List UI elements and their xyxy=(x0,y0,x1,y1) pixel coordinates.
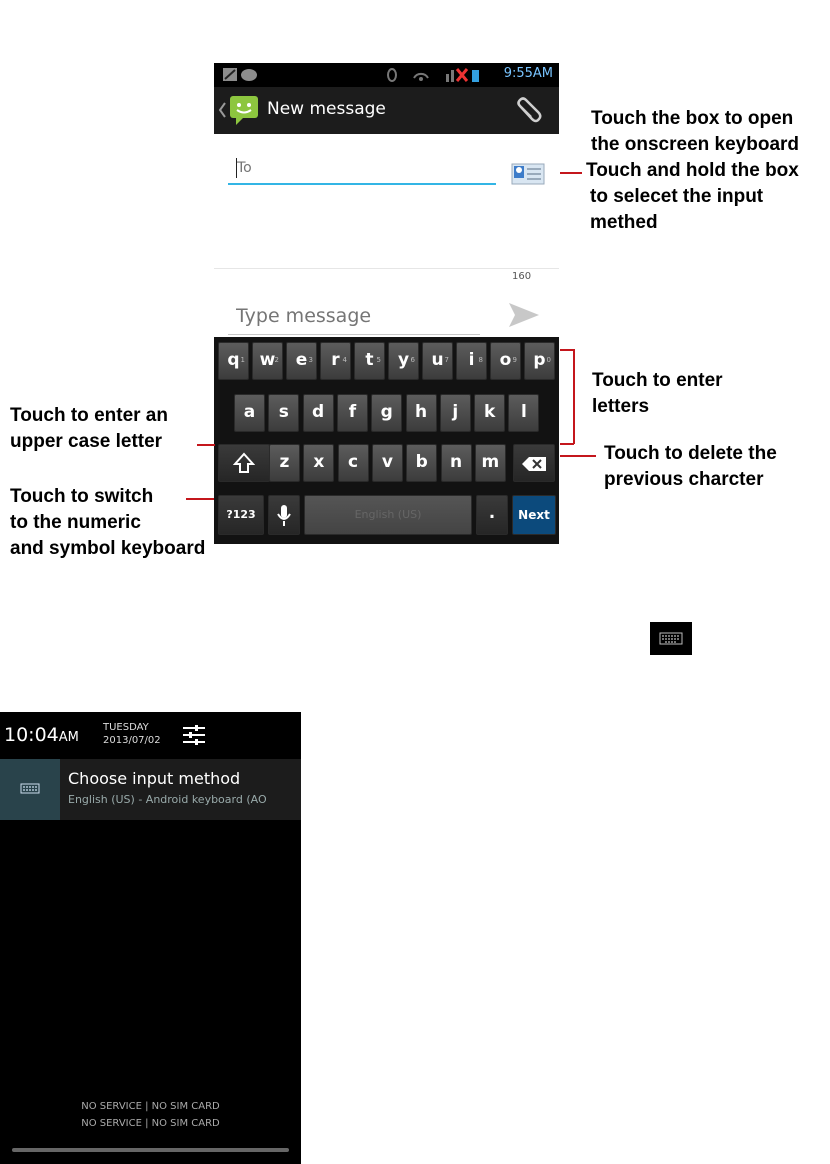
key-label: h xyxy=(414,402,428,422)
annotation-open-keyboard xyxy=(591,106,799,158)
key-label: a xyxy=(243,402,256,422)
symbols-key[interactable]: ?123 xyxy=(218,495,264,535)
key-g[interactable] xyxy=(371,394,402,432)
key-hint: 2 xyxy=(274,356,279,364)
key-label: w xyxy=(259,350,276,370)
key-hint: 7 xyxy=(444,356,449,364)
annotation-line: Touch to switch xyxy=(10,486,154,507)
annotation-line: upper case letter xyxy=(10,431,163,452)
key-k[interactable] xyxy=(474,394,505,432)
key-label: b xyxy=(415,452,428,472)
to-field[interactable] xyxy=(228,155,497,181)
key-hint: 6 xyxy=(410,356,415,364)
key-f[interactable] xyxy=(337,394,368,432)
status-bar xyxy=(214,63,559,87)
key-label: t xyxy=(365,350,374,370)
notification-icons xyxy=(222,67,260,83)
key-hint: 5 xyxy=(376,356,381,364)
annotation-line: previous charcter xyxy=(604,469,764,490)
space-key[interactable]: English (US) xyxy=(304,495,472,535)
divider xyxy=(214,268,559,269)
key-label: k xyxy=(483,402,496,422)
key-label: x xyxy=(313,452,325,472)
text-cursor xyxy=(236,158,237,178)
action-bar xyxy=(214,87,559,134)
key-label: o xyxy=(499,350,512,370)
key-hint: 4 xyxy=(342,356,347,364)
next-key[interactable]: Next xyxy=(512,495,556,535)
callout-line xyxy=(560,443,574,445)
key-label: i xyxy=(468,350,475,370)
callout-line xyxy=(573,349,575,444)
key-v[interactable] xyxy=(372,444,403,482)
clock-time: 10:04 xyxy=(4,724,59,746)
annotation-upper-case xyxy=(10,403,168,455)
key-s[interactable] xyxy=(268,394,299,432)
key-d[interactable] xyxy=(303,394,334,432)
key-label: n xyxy=(449,452,463,472)
messaging-app-icon[interactable] xyxy=(228,94,262,126)
key-a[interactable] xyxy=(234,394,265,432)
key-hint: 1 xyxy=(240,356,245,364)
shift-key[interactable] xyxy=(218,444,270,482)
callout-line xyxy=(560,349,574,351)
key-hint: 3 xyxy=(308,356,313,364)
date-block xyxy=(103,721,161,747)
key-label: u xyxy=(431,350,444,370)
annotation-line: to the numeric xyxy=(10,512,141,533)
key-m[interactable] xyxy=(475,444,506,482)
key-j[interactable] xyxy=(440,394,471,432)
key-e[interactable] xyxy=(286,342,317,380)
annotation-line: the onscreen keyboard xyxy=(591,134,800,155)
keyboard-glyph xyxy=(650,622,692,655)
status-time: 9:55AM xyxy=(503,66,553,81)
key-label: s xyxy=(278,402,289,422)
key-hint: 8 xyxy=(478,356,483,364)
shade-drag-handle[interactable] xyxy=(12,1148,289,1152)
notification-subtitle: English (US) - Android keyboard (AO xyxy=(68,793,267,806)
key-label: m xyxy=(481,452,500,472)
to-field-wrapper xyxy=(228,155,496,185)
key-label: g xyxy=(380,402,393,422)
status-icons xyxy=(384,66,494,84)
onscreen-keyboard xyxy=(214,337,559,544)
key-label: v xyxy=(381,452,393,472)
delete-key[interactable] xyxy=(513,444,555,482)
annotation-enter-letters xyxy=(592,368,723,420)
back-chevron-icon[interactable] xyxy=(217,101,227,119)
shade-header xyxy=(0,712,301,761)
notification-icon-tile xyxy=(0,759,60,820)
voice-input-key[interactable] xyxy=(268,495,300,535)
key-label: p xyxy=(533,350,546,370)
carrier-label: NO SERVICE | NO SIM CARD xyxy=(81,1101,220,1112)
page-title: New message xyxy=(267,99,386,119)
send-icon[interactable] xyxy=(506,299,542,331)
attach-icon[interactable] xyxy=(514,96,544,126)
annotation-line: letters xyxy=(592,396,650,417)
key-h[interactable] xyxy=(406,394,437,432)
key-hint: 9 xyxy=(512,356,517,364)
annotation-line: Touch to delete the xyxy=(604,443,777,464)
key-label: z xyxy=(279,452,290,472)
key-y[interactable] xyxy=(388,342,419,380)
annotation-input-method xyxy=(586,158,799,236)
key-p[interactable] xyxy=(524,342,555,380)
annotation-line: methed xyxy=(590,212,658,233)
callout-line xyxy=(197,444,215,446)
key-b[interactable] xyxy=(406,444,437,482)
key-label: j xyxy=(452,402,459,422)
key-z[interactable] xyxy=(269,444,300,482)
key-o[interactable] xyxy=(490,342,521,380)
microphone-icon xyxy=(276,504,292,528)
annotation-line: Touch and hold the box xyxy=(586,160,799,181)
keyboard-icon xyxy=(0,759,60,820)
compose-screen xyxy=(214,63,559,544)
key-n[interactable] xyxy=(441,444,472,482)
key-hint: 0 xyxy=(546,356,551,364)
key-label: q xyxy=(227,350,240,370)
key-l[interactable] xyxy=(508,394,539,432)
day-label: TUESDAY xyxy=(103,722,149,733)
annotation-line: Touch to enter an xyxy=(10,405,168,426)
key-r[interactable] xyxy=(320,342,351,380)
annotation-line: to selecet the input xyxy=(590,186,764,207)
key-c[interactable] xyxy=(338,444,369,482)
shift-arrow-icon xyxy=(233,452,255,474)
notification-shade xyxy=(0,712,301,1164)
message-field-wrapper xyxy=(228,302,480,335)
annotation-delete xyxy=(604,441,777,493)
key-t[interactable] xyxy=(354,342,385,380)
clock xyxy=(4,724,79,746)
key-label: c xyxy=(348,452,359,472)
key-i[interactable] xyxy=(456,342,487,380)
key-label: r xyxy=(331,350,340,370)
keyboard-icon xyxy=(650,622,692,655)
key-x[interactable] xyxy=(303,444,334,482)
message-field[interactable] xyxy=(228,302,486,330)
period-key[interactable]: . xyxy=(476,495,508,535)
annotation-line: Touch to enter xyxy=(592,370,723,391)
key-w[interactable] xyxy=(252,342,283,380)
callout-line xyxy=(560,172,582,174)
key-label: e xyxy=(295,350,308,370)
key-q[interactable] xyxy=(218,342,249,380)
date-label: 2013/07/02 xyxy=(103,735,161,746)
key-label: l xyxy=(520,402,527,422)
key-label: d xyxy=(312,402,325,422)
character-counter: 160 xyxy=(512,271,532,282)
key-label: f xyxy=(348,402,357,422)
annotation-line: Touch the box to open xyxy=(591,108,794,129)
add-contact-icon[interactable] xyxy=(511,163,545,185)
key-label: y xyxy=(397,350,410,370)
annotation-switch-numeric xyxy=(10,484,205,562)
choose-input-method-notification[interactable] xyxy=(0,759,301,820)
carrier-label: NO SERVICE | NO SIM CARD xyxy=(81,1118,220,1129)
annotation-line: and symbol keyboard xyxy=(10,538,206,559)
quick-settings-icon[interactable] xyxy=(181,722,207,748)
notification-title: Choose input method xyxy=(68,769,241,788)
clock-ampm: AM xyxy=(58,730,79,745)
backspace-icon xyxy=(521,456,547,472)
key-u[interactable] xyxy=(422,342,453,380)
callout-line xyxy=(560,455,596,457)
